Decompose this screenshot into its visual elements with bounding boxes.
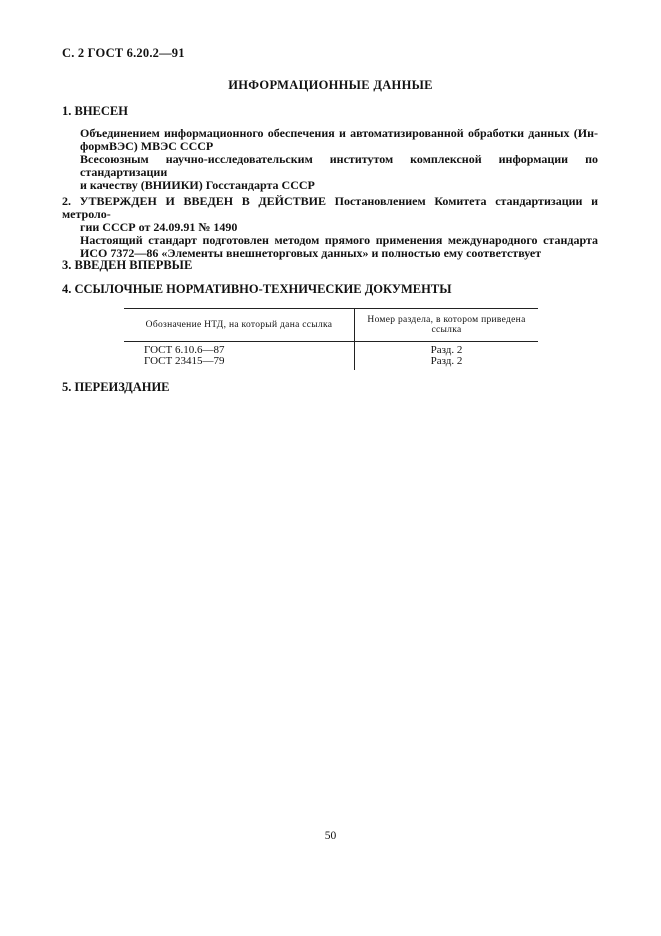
section-5-heading: 5. ПЕРЕИЗДАНИЕ <box>62 380 170 394</box>
page-number: 50 <box>324 830 337 842</box>
section-2-line-3: Настоящий стандарт подготовлен методом прямого применения международного стандарта <box>80 233 598 247</box>
section-2-line-1: 2. УТВЕРЖДЕН И ВВЕДЕН В ДЕЙСТВИЕ Постановлением Комитета стандартизации и метроло- <box>62 194 598 221</box>
section-2 <box>62 195 598 260</box>
table-header-section-line-1: Номер раздела, в котором приведена <box>367 315 526 325</box>
section-1-line-4: и качеству (ВНИИКИ) Госстандарта СССР <box>80 178 315 192</box>
table-cell-section: Разд. 2 <box>430 355 463 367</box>
table-row <box>124 356 538 370</box>
table-header-document: Обозначение НТД, на который дана ссылка <box>124 309 355 342</box>
document-title: ИНФОРМАЦИОННЫЕ ДАННЫЕ <box>228 78 433 92</box>
section-2-line-2: гии СССР от 24.09.91 № 1490 <box>80 220 238 234</box>
section-1-line-1: Объединением информационного обеспечения и автоматизированной обработки данных (Ин- <box>80 126 598 140</box>
section-2-line-4: ИСО 7372—86 «Элементы внешнеторговых данных» и полностью ему соответствует <box>80 246 542 260</box>
section-1-body <box>80 127 598 192</box>
reference-table <box>124 308 538 370</box>
table-cell-document: ГОСТ 23415—79 <box>124 356 355 370</box>
table-row <box>124 342 538 357</box>
section-1-line-2: формВЭС) МВЭС СССР <box>80 139 214 153</box>
section-1-heading: 1. ВНЕСЕН <box>62 104 128 118</box>
reference-table-header-row <box>124 309 538 342</box>
table-header-section-line-2: ссылка <box>431 325 462 335</box>
section-4-heading: 4. ССЫЛОЧНЫЕ НОРМАТИВНО-ТЕХНИЧЕСКИЕ ДОКУМЕНТЫ <box>62 282 452 296</box>
section-1-line-3: Всесоюзным научно-исследовательским институтом комплексной информации по стандартизации <box>80 152 598 179</box>
table-cell-section: Разд. 2 <box>430 344 463 356</box>
section-3-heading: 3. ВВЕДЕН ВПЕРВЫЕ <box>62 258 193 272</box>
table-header-section <box>355 309 539 342</box>
page-header: С. 2 ГОСТ 6.20.2—91 <box>62 46 185 60</box>
table-cell-document: ГОСТ 6.10.6—87 <box>124 342 355 357</box>
